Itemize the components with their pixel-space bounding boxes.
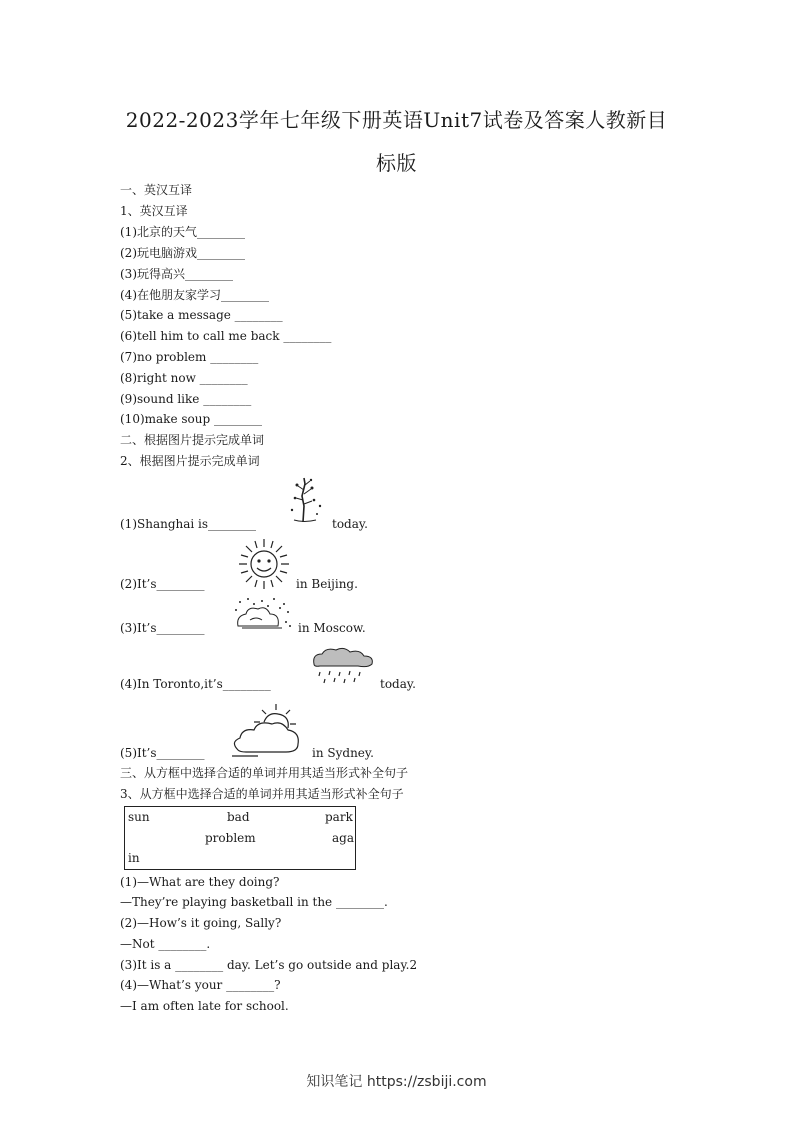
translation-item-9: (9)sound like ________ — [120, 392, 252, 406]
section1-heading: 一、英汉互译 — [120, 183, 193, 197]
picture-item-1-before: (1)Shanghai is________ — [120, 517, 257, 531]
sentence-line-4: —Not ________. — [120, 937, 211, 951]
word-in: in — [128, 851, 140, 865]
section3-heading: 三、从方框中选择合适的单词并用其适当形式补全句子 — [120, 766, 409, 780]
page-title-line2: 标版 — [376, 151, 417, 175]
picture-item-3-after: in Moscow. — [298, 621, 366, 635]
sentence-line-5: (3)It is a ________ day. Let’s go outside and play.2 — [120, 958, 418, 972]
snow-icon — [232, 596, 294, 632]
picture-item-3-before: (3)It’s________ — [120, 621, 205, 635]
section1-subheading: 1、英汉互译 — [120, 204, 188, 218]
translation-item-1: (1)北京的天气________ — [120, 225, 245, 239]
picture-item-4-after: today. — [380, 677, 416, 691]
section2-heading: 二、根据图片提示完成单词 — [120, 433, 265, 447]
sentence-line-6: (4)—What’s your ________? — [120, 978, 281, 992]
translation-item-3: (3)玩得高兴________ — [120, 267, 233, 281]
translation-item-5: (5)take a message ________ — [120, 308, 283, 322]
word-park: park — [325, 810, 353, 824]
word-sun: sun — [128, 810, 150, 824]
sentence-line-2: —They’re playing basketball in the ________. — [120, 895, 388, 909]
footer-watermark: 知识笔记 https://zsbiji.com — [306, 1074, 487, 1090]
sentence-line-1: (1)—What are they doing? — [120, 875, 280, 889]
windy-tree-icon — [286, 476, 326, 524]
sentence-line-7: —I am often late for school. — [120, 999, 289, 1013]
word-aga: aga — [332, 831, 354, 845]
picture-item-5-after: in Sydney. — [312, 746, 374, 760]
picture-item-4-before: (4)In Toronto,it’s________ — [120, 677, 271, 691]
picture-item-1-after: today. — [332, 517, 368, 531]
page-title-line1: 2022-2023学年七年级下册英语Unit7试卷及答案人教新目 — [125, 108, 668, 132]
translation-item-2: (2)玩电脑游戏________ — [120, 246, 245, 260]
word-problem: problem — [205, 831, 256, 845]
picture-item-5-before: (5)It’s________ — [120, 746, 205, 760]
translation-item-10: (10)make soup ________ — [120, 412, 262, 426]
sun-icon — [236, 536, 292, 592]
word-bad: bad — [227, 810, 250, 824]
word-box — [124, 806, 356, 870]
picture-item-2-before: (2)It’s________ — [120, 577, 205, 591]
translation-item-8: (8)right now ________ — [120, 371, 248, 385]
translation-item-7: (7)no problem ________ — [120, 350, 259, 364]
section2-subheading: 2、根据图片提示完成单词 — [120, 454, 260, 468]
translation-item-4: (4)在他朋友家学习________ — [120, 288, 269, 302]
section3-subheading: 3、从方框中选择合适的单词并用其适当形式补全句子 — [120, 787, 404, 801]
sentence-line-3: (2)—How’s it going, Sally? — [120, 916, 282, 930]
picture-item-2-after: in Beijing. — [296, 577, 358, 591]
translation-item-6: (6)tell him to call me back ________ — [120, 329, 332, 343]
rain-cloud-icon — [308, 646, 376, 688]
cloudy-icon — [228, 702, 306, 760]
